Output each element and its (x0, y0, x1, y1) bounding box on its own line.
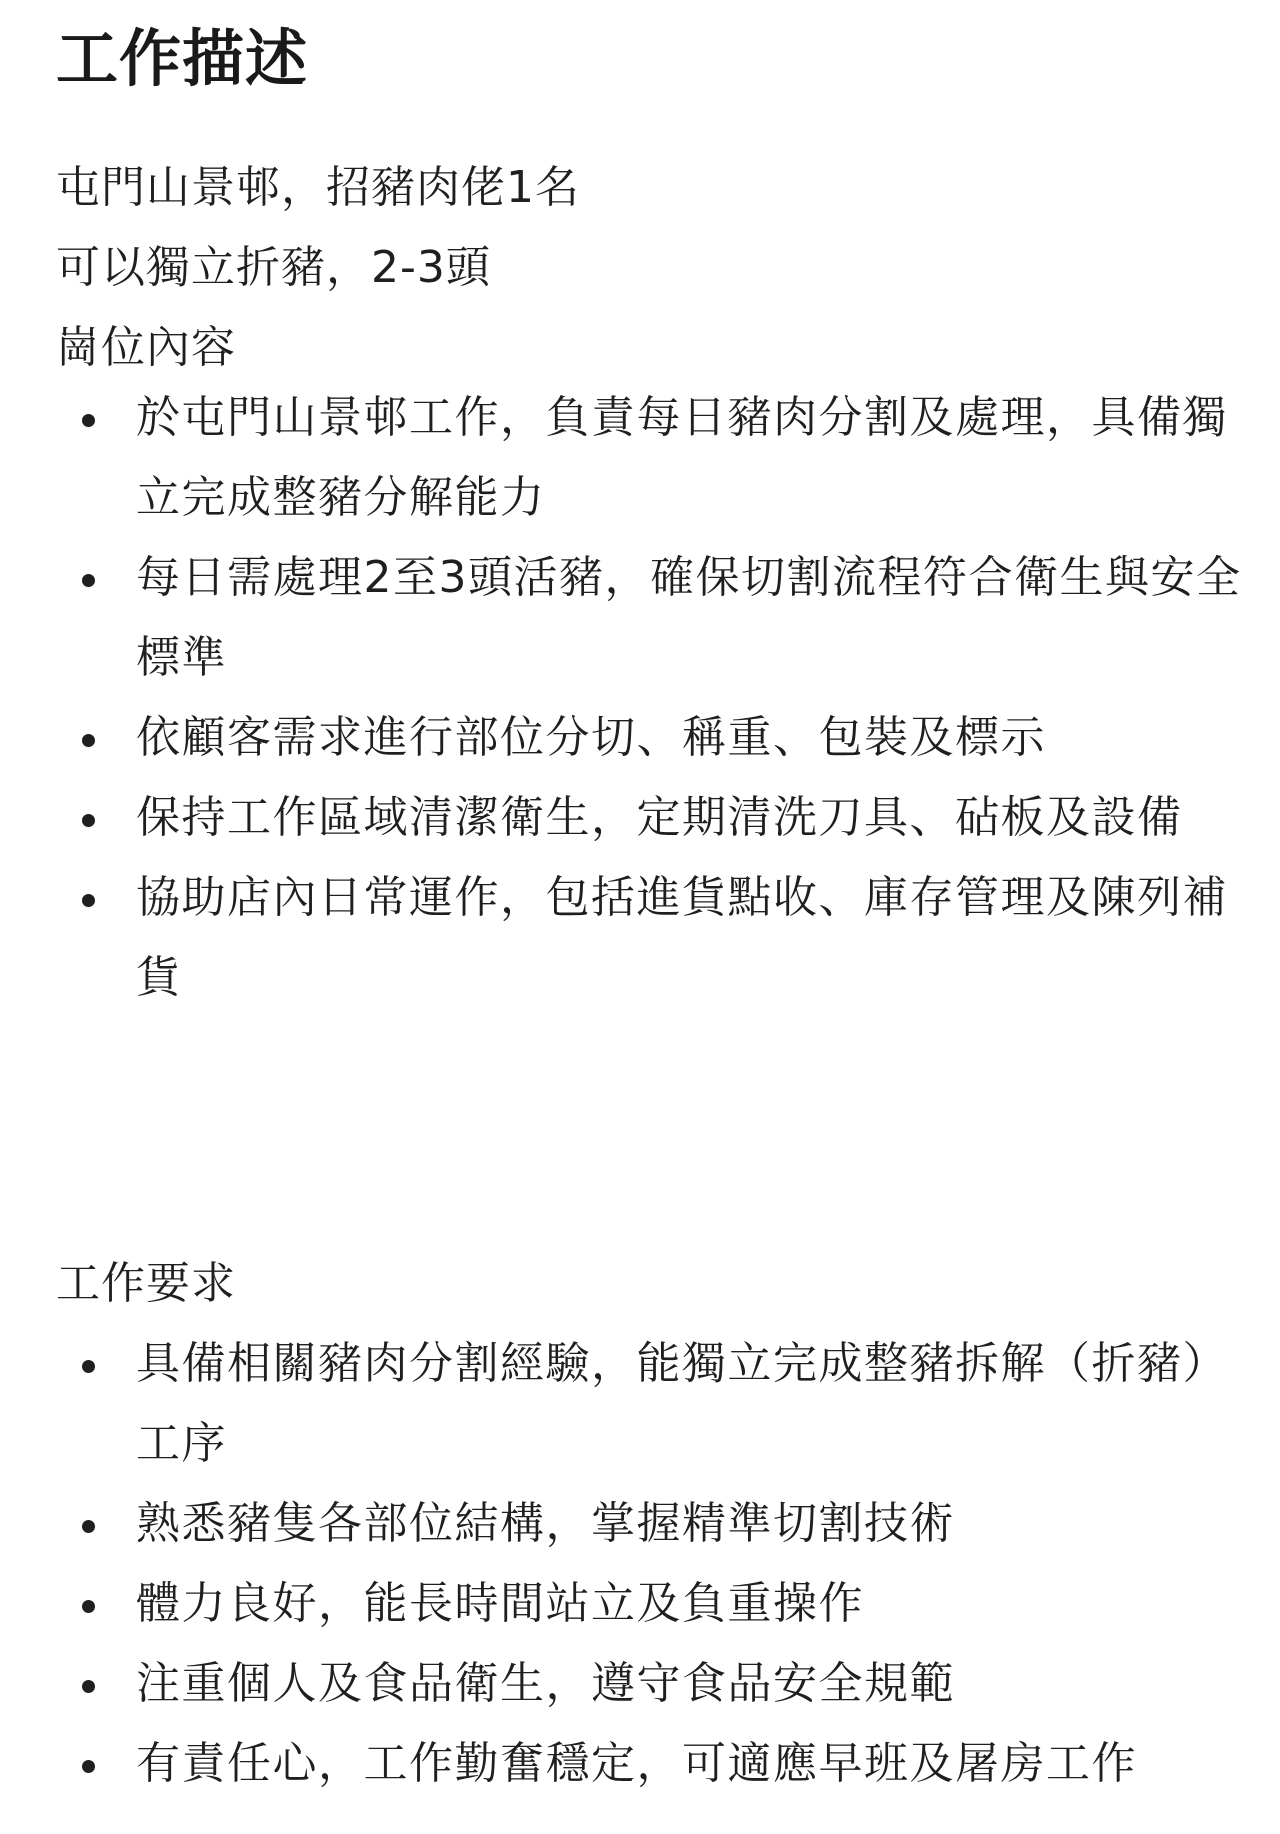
requirements-heading: 工作要求 (56, 1258, 236, 1309)
intro-line-skill: 可以獨立折豬，2-3頭 (56, 242, 491, 293)
bullet-icon (82, 814, 95, 827)
requirements-section (56, 1324, 1236, 1804)
duties-list (56, 378, 1242, 1018)
bullet-icon (82, 574, 95, 587)
intro-line-location: 屯門山景邨，招豬肉佬1名 (56, 162, 580, 213)
list-item-duty-3 (56, 698, 1266, 778)
list-item-requirement-4 (56, 1644, 1266, 1724)
list-item-duty-4 (56, 778, 1266, 858)
bullet-icon (82, 894, 95, 907)
list-item-duty-5 (56, 858, 1266, 1018)
list-item-requirement-3 (56, 1564, 1266, 1644)
list-item-text: 注重個人及食品衛生，遵守食品安全規範 (136, 1658, 955, 1709)
intro-block (56, 148, 1236, 388)
list-item-text: 體力良好，能長時間站立及負重操作 (136, 1578, 864, 1629)
list-item-requirement-5 (56, 1724, 1266, 1804)
requirements-list (56, 1324, 1236, 1804)
list-item-text: 協助店內日常運作，包括進貨點收、庫存管理及陳列補貨 (136, 872, 1228, 1003)
requirements-heading-block (56, 1244, 1236, 1324)
bullet-icon (82, 1680, 95, 1693)
list-item-duty-2 (56, 538, 1266, 698)
list-item-duty-1 (56, 378, 1266, 538)
bullet-icon (82, 734, 95, 747)
bullet-icon (82, 1520, 95, 1533)
list-item-text: 依顧客需求進行部位分切、稱重、包裝及標示 (136, 712, 1046, 763)
list-item-text: 具備相關豬肉分割經驗，能獨立完成整豬拆解（折豬）工序 (136, 1338, 1228, 1469)
bullet-icon (82, 1360, 95, 1373)
bullet-icon (82, 1600, 95, 1613)
list-item-text: 有責任心，工作勤奮穩定，可適應早班及屠房工作 (136, 1738, 1137, 1789)
list-item-requirement-1 (56, 1324, 1266, 1484)
bullet-icon (82, 414, 95, 427)
bullet-icon (82, 1760, 95, 1773)
duties-heading: 崗位內容 (56, 322, 236, 373)
list-item-text: 每日需處理2至3頭活豬，確保切割流程符合衛生與安全標準 (136, 552, 1242, 683)
list-item-text: 保持工作區域清潔衛生，定期清洗刀具、砧板及設備 (136, 792, 1183, 843)
list-item-text: 於屯門山景邨工作，負責每日豬肉分割及處理，具備獨立完成整豬分解能力 (136, 392, 1228, 523)
list-item-text: 熟悉豬隻各部位結構，掌握精準切割技術 (136, 1498, 955, 1549)
duties-section (56, 378, 1242, 1018)
page-title: 工作描述 (56, 22, 309, 95)
list-item-requirement-2 (56, 1484, 1266, 1564)
